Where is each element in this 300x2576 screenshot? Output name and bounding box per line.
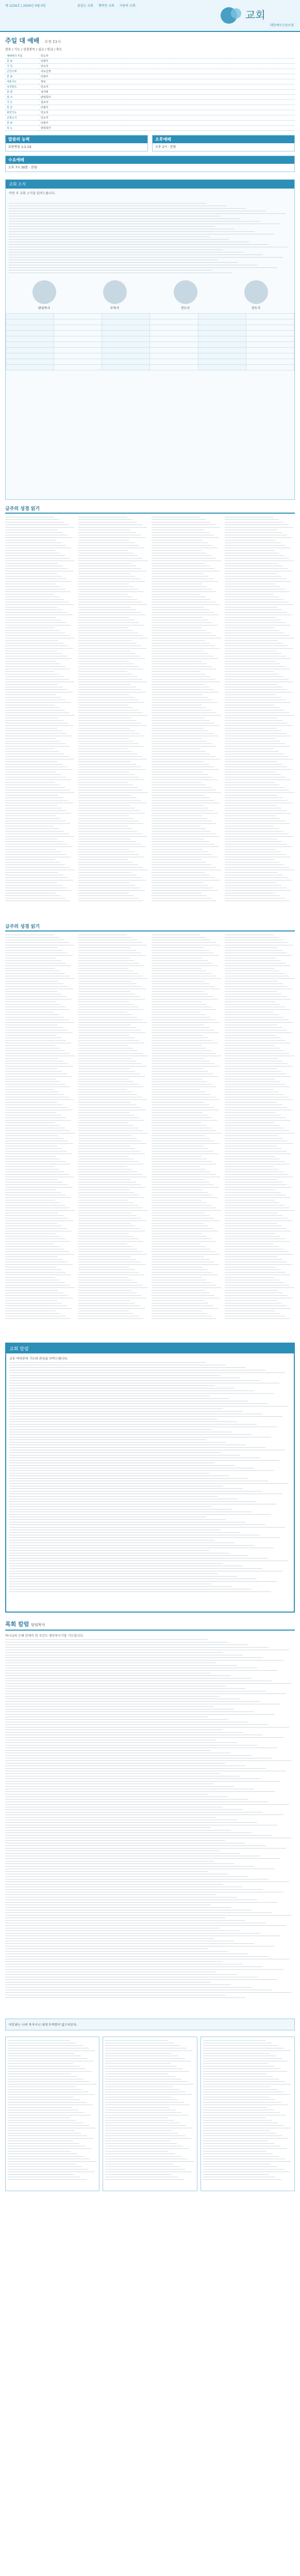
order-row [5,115,295,121]
table-cell [6,336,54,342]
staff-photo: 담임목사 [21,280,68,310]
order-item: 찬 송 [5,59,39,64]
order-person: 다같이 [39,105,295,110]
church-news-section [5,179,295,500]
church-news-lines [6,199,294,277]
order-row [5,126,295,131]
text-line [78,900,143,902]
text-line [78,1317,143,1320]
order-item: 예배에의 부름 [5,54,39,59]
order-item: 찬 양 [5,90,39,95]
schedule-grid [6,313,294,370]
order-row [5,90,295,95]
text-line [5,1317,70,1320]
order-person: 인도자 [39,115,295,121]
table-cell [102,348,150,353]
order-row [5,69,295,74]
table-cell [6,325,54,331]
table-row [6,348,294,353]
slogan-bar [77,3,140,8]
bible-reading-title: 금주의 성경 읽기 [5,505,295,514]
order-item: 설 교 [5,95,39,100]
order-person: 다같이 [39,59,295,64]
text-line [5,1996,245,1999]
issue-info: 제 1234호 | 2024년 0월 0일 [5,4,46,8]
bible-column [78,516,148,918]
table-cell [54,353,102,359]
table-row [6,342,294,348]
bible-reading-1 [5,505,295,918]
pastor-column [5,1620,295,2011]
text-line [203,2178,282,2181]
table-cell [246,314,294,319]
order-person: 인도자 [39,54,295,59]
text-line [9,272,232,274]
order-row [5,84,295,90]
table-cell [198,359,246,365]
bible-column [152,516,222,918]
worship-title: 주일 대 예배 오전 11시 [5,37,61,44]
table-cell [198,353,246,359]
table-cell [6,348,54,353]
info-column [103,2037,197,2191]
table-cell [150,365,198,370]
table-cell [150,331,198,336]
table-cell [150,319,198,325]
table-cell [150,359,198,365]
order-table [5,54,295,131]
worship-subtitle: 오전 11시 [44,40,61,44]
column-author: 담임목사 [31,1623,45,1627]
order-item: 축 도 [5,126,39,131]
staff-photos [6,277,294,313]
text-line [225,1317,290,1320]
bible-reading-2 [5,923,295,1335]
order-row [5,100,295,105]
afternoon-title: 오후예배 [153,135,294,143]
order-row [5,59,295,64]
order-item: 봉헌기도 [5,110,39,115]
church-news-heading: 교회 소식 [6,180,294,189]
bible-column [5,934,75,1335]
text-line [105,2178,184,2181]
table-cell [54,314,102,319]
bible-reading-columns [5,934,295,1335]
order-person: 담임목사 [39,95,295,100]
table-cell [54,319,102,325]
church-name: 대한예수교장로회 [270,24,294,27]
afternoon-box [152,135,295,151]
bible-reading-title: 금주의 성경 읽기 [5,923,295,931]
table-cell [198,336,246,342]
bible-column [152,934,222,1335]
table-cell [246,353,294,359]
table-cell [102,319,150,325]
bible-column [225,516,295,918]
order-person: 인도자 [39,110,295,115]
table-cell [6,331,54,336]
sermon-text: 요한복음 1:1-14 [8,145,31,149]
avatar [32,280,56,304]
order-row [5,64,295,69]
table-cell [6,319,54,325]
table-cell [150,336,198,342]
order-row [5,74,295,79]
text-line [8,2178,87,2181]
table-row [6,365,294,370]
text-line [9,1590,271,1593]
order-person: 장로 [39,79,295,84]
slogan-1: 꿈있는 교회 [77,4,93,8]
table-cell [6,365,54,370]
order-person: 인도자 [39,64,295,69]
table-cell [6,359,54,365]
table-cell [102,353,150,359]
column-title: 목회 칼럼 담임목사 [5,1620,295,1631]
table-cell [6,314,54,319]
table-row [6,359,294,365]
table-cell [102,314,150,319]
table-cell [102,336,150,342]
worship-order [0,32,300,133]
table-cell [198,331,246,336]
table-row [6,331,294,336]
bulletin-header [0,0,300,32]
order-item: 교회소식 [5,115,39,121]
table-cell [150,353,198,359]
table-cell [102,325,150,331]
table-cell [246,348,294,353]
table-cell [198,325,246,331]
table-cell [246,319,294,325]
order-item: 헌 금 [5,105,39,110]
order-item: 기 도 [5,100,39,105]
table-cell [54,359,102,365]
info-column [201,2037,295,2191]
text-line [225,900,290,902]
table-cell [6,342,54,348]
notice-lines [9,1361,291,1593]
notice-box [5,1343,295,1613]
info-column [5,2037,99,2191]
bible-column [5,516,75,918]
table-cell [102,331,150,336]
wednesday-body: 오후 7시 30분 · 본당 [8,166,37,170]
logo-text: 교회 [245,9,265,21]
table-cell [198,319,246,325]
table-cell [102,365,150,370]
order-row [5,95,295,100]
table-cell [246,359,294,365]
table-cell [246,342,294,348]
table-cell [246,331,294,336]
table-row [6,319,294,325]
order-person: 담임목사 [39,126,295,131]
table-cell [198,314,246,319]
order-row [5,121,295,126]
order-item: 성경봉독 [5,84,39,90]
sermon-row [0,133,300,154]
table-cell [198,348,246,353]
bible-reading-columns [5,516,295,918]
staff-photo: 부목사 [92,280,138,310]
order-item: 기 원 [5,64,39,69]
table-cell [198,342,246,348]
avatar [174,280,197,304]
column-lines [5,1638,295,1999]
table-cell [102,342,150,348]
table-row [6,314,294,319]
notice-body: 교우 여러분의 기도와 관심을 부탁드립니다. [6,1353,294,1596]
order-row [5,110,295,115]
table-cell [150,314,198,319]
wednesday-row [0,154,300,174]
order-item: 찬 송 [5,121,39,126]
order-item: 찬 송 [5,74,39,79]
table-cell [6,353,54,359]
church-news-body: 이번 주 교회 소식을 알려드립니다. [9,192,56,195]
table-cell [102,359,150,365]
info-columns [5,2037,295,2191]
table-cell [150,342,198,348]
wednesday-box [5,156,295,172]
sermon-title: 말씀의 능력 [6,135,147,143]
text-line [152,900,216,902]
table-cell [54,342,102,348]
table-cell [54,348,102,353]
hymn-list: 찬송 / 기도 / 성경봉독 / 설교 / 헌금 / 축도 [5,48,62,52]
order-person: 사도신경 [39,69,295,74]
order-person: 설교자 [39,100,295,105]
staff-photo: 전도사 [162,280,209,310]
table-cell [54,336,102,342]
bible-column [225,934,295,1335]
order-person: 인도자 [39,84,295,90]
order-row [5,79,295,84]
slogan-2: 행복한 교회 [98,4,114,8]
table-row [6,336,294,342]
table-row [6,325,294,331]
order-person: 다같이 [39,74,295,79]
text-line [152,1317,216,1320]
table-cell [246,336,294,342]
table-cell [150,325,198,331]
table-cell [54,331,102,336]
avatar [244,280,268,304]
text-line [5,900,70,902]
afternoon-body: 오후 2시 · 본당 [155,145,176,149]
table-cell [54,365,102,370]
wednesday-title: 수요예배 [6,156,294,164]
table-row [6,353,294,359]
order-person: 다같이 [39,121,295,126]
order-row [5,54,295,59]
table-cell [246,325,294,331]
bible-column [78,934,148,1335]
notice-title: 교회 알림 [6,1344,294,1353]
order-row [5,105,295,110]
column-body: 하나님의 은혜 안에서 한 주간도 평안하시기를 기도합니다. [5,1634,295,1999]
scripture-quote: 여호와는 나의 목자시니 내게 부족함이 없으리로다. [5,2019,295,2030]
slogan-3: 사랑의 교회 [119,4,136,8]
order-person: 성가대 [39,90,295,95]
table-cell [150,348,198,353]
staff-photo: 전도사 [233,280,279,310]
sermon-box [5,135,148,151]
table-cell [198,365,246,370]
order-item: 대표기도 [5,79,39,84]
table-cell [54,325,102,331]
order-item: 신앙고백 [5,69,39,74]
table-cell [246,365,294,370]
avatar [103,280,127,304]
